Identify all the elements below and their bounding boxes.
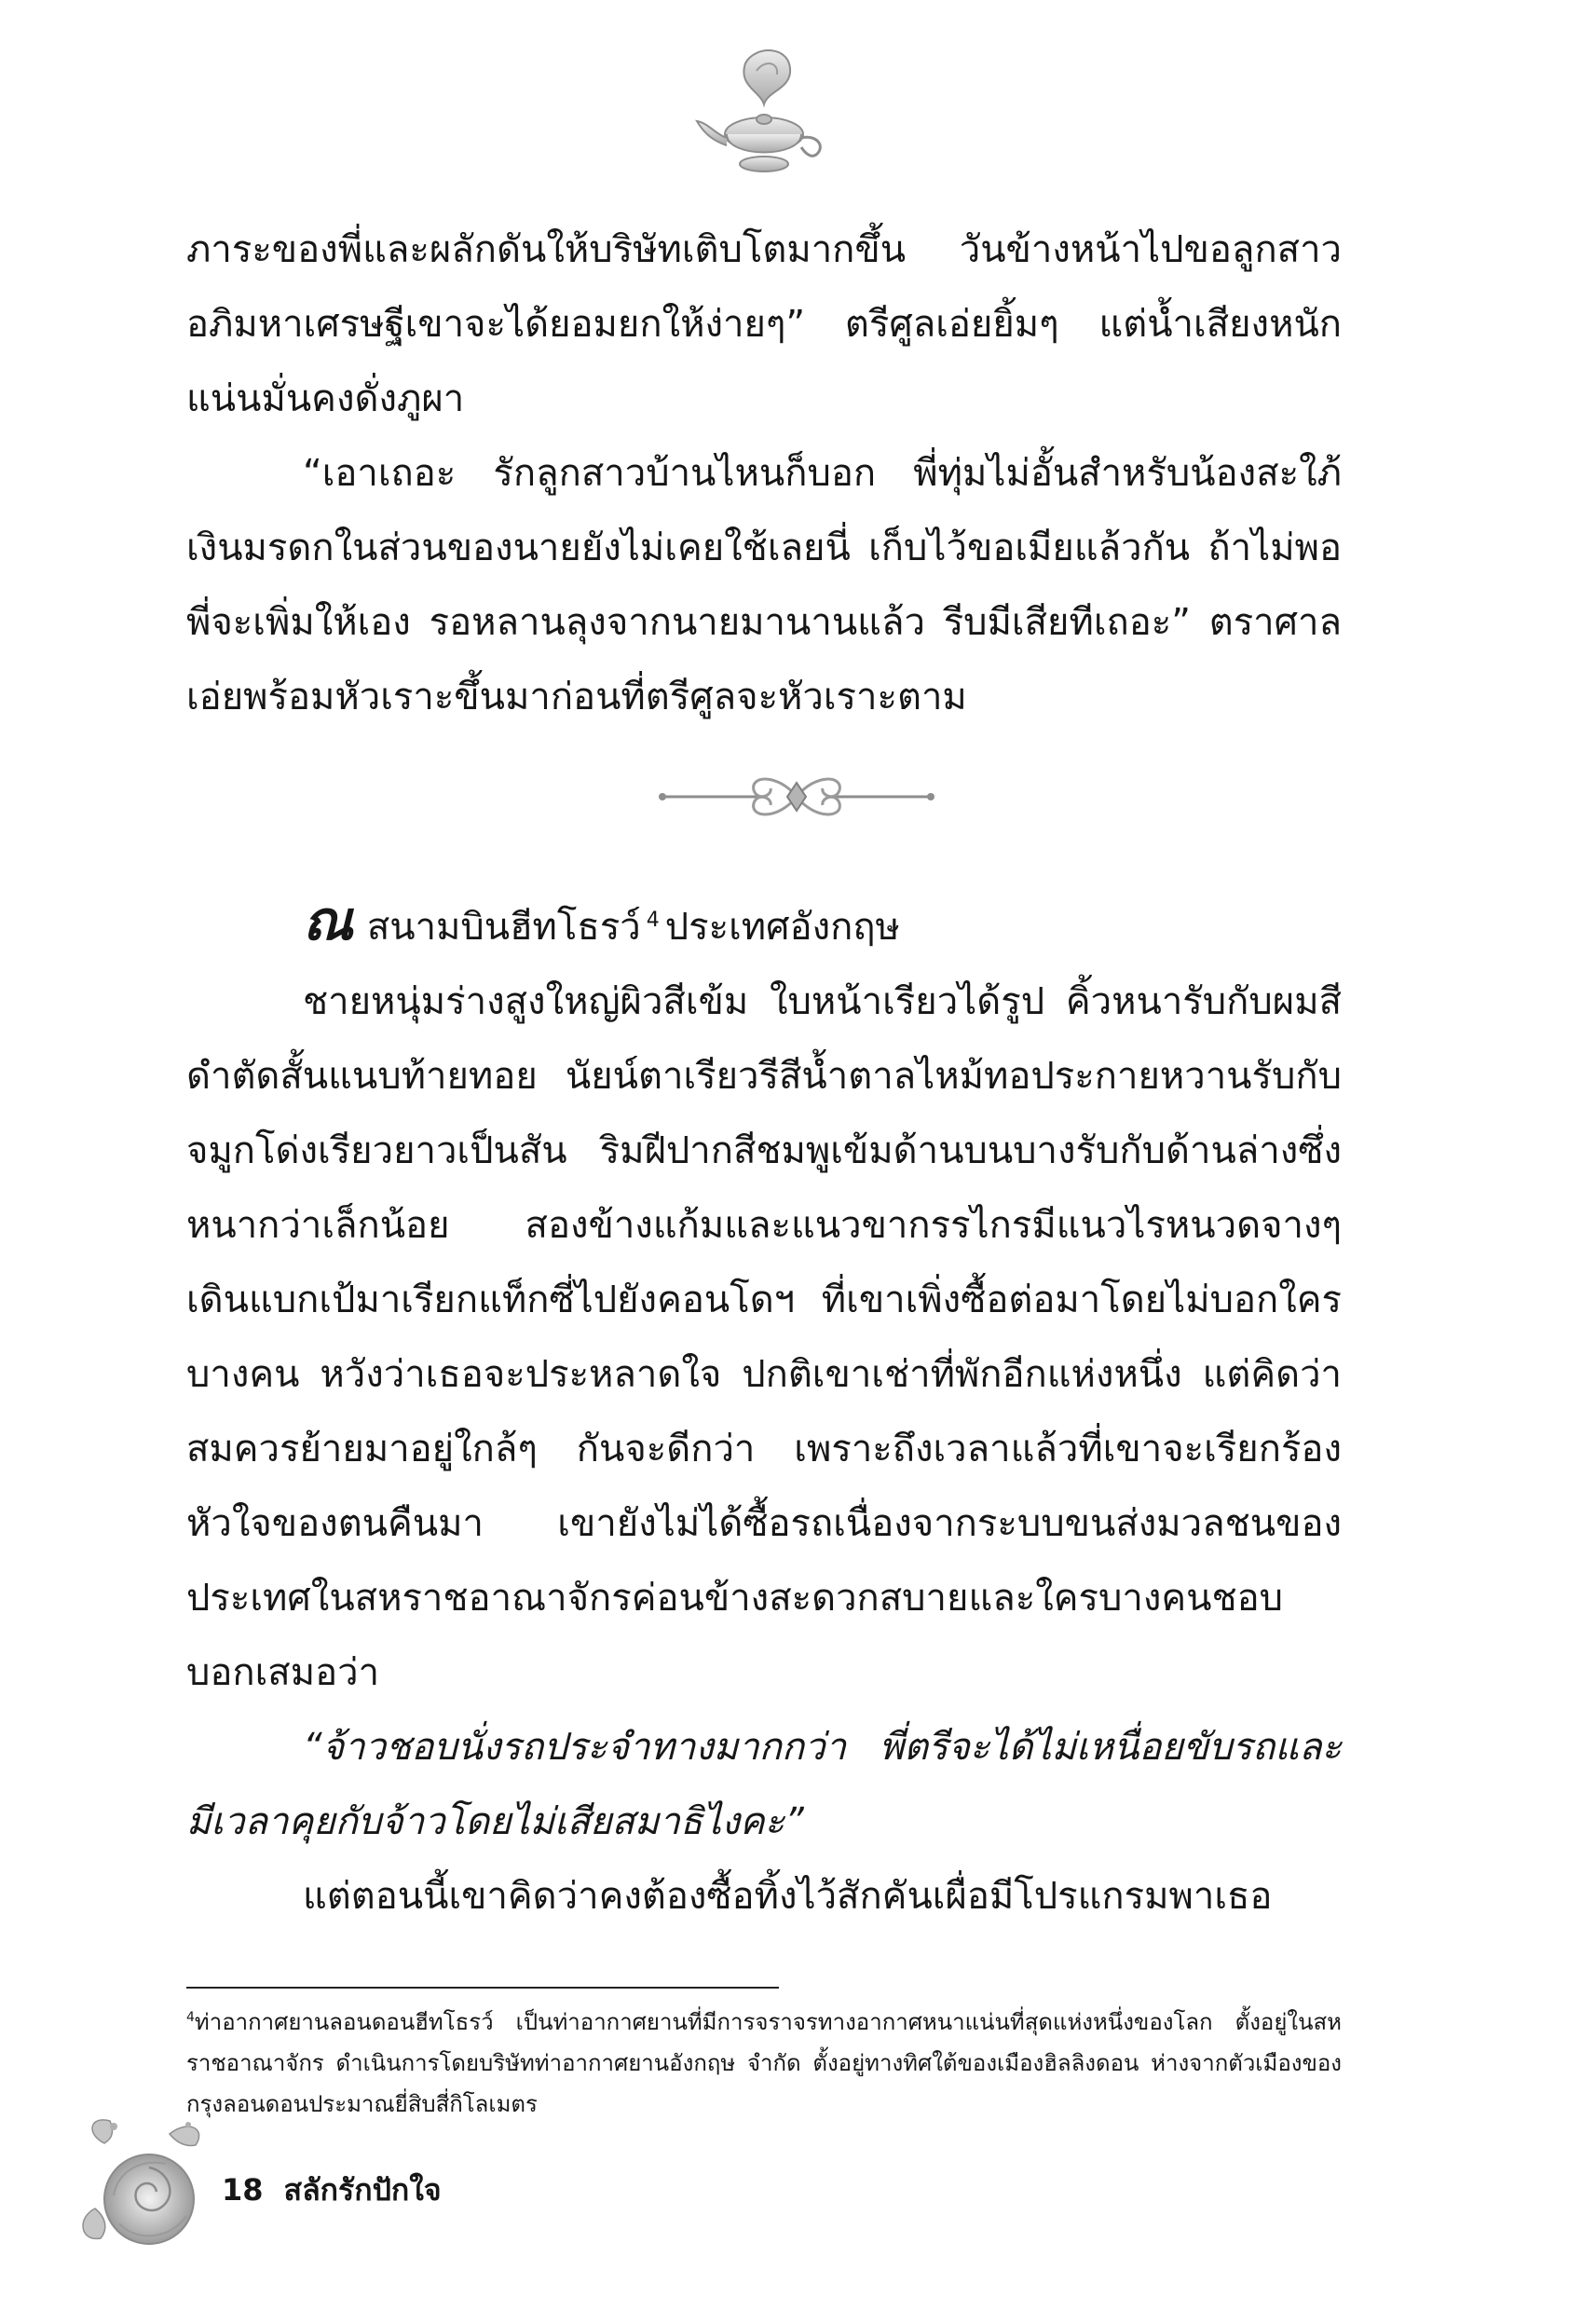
scene-lead-word: ณ bbox=[303, 889, 354, 952]
scene-country: ประเทศอังกฤษ bbox=[664, 906, 900, 949]
paragraph: ภาระของพี่และผลักดันให้บริษัทเติบโตมากขึ้น วันข้างหน้าไปขอลูกสาวอภิมหาเศรษฐีเขาจะได้ยอมยกให้ง่ายๆ” ตรีศูลเอ่ยยิ้มๆ แต่น้ำเสียงหนักแน่นมั่นคงดั่งภูผา bbox=[186, 228, 1342, 420]
scene-heading bbox=[186, 883, 1342, 964]
footnote-text: ท่าอากาศยานลอนดอนฮีทโธรว์ เป็นท่าอากาศยานที่มีการจราจรทางอากาศหนาแน่นที่สุดแห่งหนึ่งของโลก ตั้งอยู่ในสหราชอาณาจักร ดำเนินการโดยบริษัทท่าอากาศยานอังกฤษ จำกัด ตั้งอยู่ทางทิศใต้ของเมืองฮิลลิงดอน ห่างจากตัวเมืองของกรุงลอนดอนประมาณยี่สิบสี่กิโลเมตร bbox=[186, 2009, 1342, 2117]
paragraph: “เอาเถอะ รักลูกสาวบ้านไหนก็บอก พี่ทุ่มไม่อั้นสำหรับน้องสะใภ้ เงินมรดกในส่วนของนายยังไม่เคยใช้เลยนี่ เก็บไว้ขอเมียแล้วกัน ถ้าไม่พอพี่จะเพิ่มให้เอง รอหลานลุงจากนายมานานแล้ว รีบมีเสียทีเถอะ” ตราศาลเอ่ยพร้อมหัวเราะขึ้นมาก่อนที่ตรีศูลจะหัวเราะตาม bbox=[186, 452, 1342, 718]
scroll-divider-icon bbox=[657, 764, 936, 829]
book-title: สลักรักปักใจ bbox=[283, 2172, 442, 2208]
page-number: 18 bbox=[222, 2172, 264, 2208]
upper-text-block bbox=[186, 212, 1342, 734]
footnote-divider bbox=[186, 1987, 779, 1989]
footnote-reference: 4 bbox=[646, 908, 660, 932]
quote-paragraph: “จ้าวชอบนั่งรถประจำทางมากกว่า พี่ตรีจะได้ไม่เหนื่อยขับรถและมีเวลาคุยกับจ้าวโดยไม่เสียสมาธิไงคะ” bbox=[186, 1726, 1342, 1843]
paragraph: ชายหนุ่มร่างสูงใหญ่ผิวสีเข้ม ใบหน้าเรียวได้รูป คิ้วหนารับกับผมสีดำตัดสั้นแนบท้ายทอย นัยน์ตาเรียวรีสีน้ำตาลไหม้ทอประกายหวานรับกับจมูกโด่งเรียวยาวเป็นสัน ริมฝีปากสีชมพูเข้มด้านบนบางรับกับด้านล่างซึ่งหนากว่าเล็กน้อย สองข้างแก้มและแนวขากรรไกรมีแนวไรหนวดจางๆ เดินแบกเป้มาเรียกแท็กซี่ไปยังคอนโดฯ ที่เขาเพิ่งซื้อต่อมาโดยไม่บอกใครบางคน หวังว่าเธอจะประหลาดใจ ปกติเขาเช่าที่พักอีกแห่งหนึ่ง แต่คิดว่าสมควรย้ายมาอยู่ใกล้ๆ กันจะดีกว่า เพราะถึงเวลาแล้วที่เขาจะเรียกร้องหัวใจของตนคืนมา เขายังไม่ได้ซื้อรถเนื่องจากระบบขนส่งมวลชนของประเทศในสหราชอาณาจักรค่อนข้างสะดวกสบายและใครบางคนชอบบอกเสมอว่า bbox=[186, 980, 1342, 1694]
lower-text-block bbox=[186, 883, 1342, 1934]
footnote-mark: 4 bbox=[186, 2010, 195, 2025]
paragraph: แต่ตอนนี้เขาคิดว่าคงต้องซื้อทิ้งไว้สักคันเผื่อมีโปรแกรมพาเธอ bbox=[303, 1875, 1273, 1918]
genie-lamp-icon bbox=[689, 45, 839, 194]
scene-location: สนามบินฮีทโธรว์ bbox=[366, 906, 641, 949]
footnote bbox=[186, 2002, 1342, 2125]
rose-icon bbox=[76, 2106, 216, 2264]
page-footer bbox=[222, 2171, 442, 2208]
